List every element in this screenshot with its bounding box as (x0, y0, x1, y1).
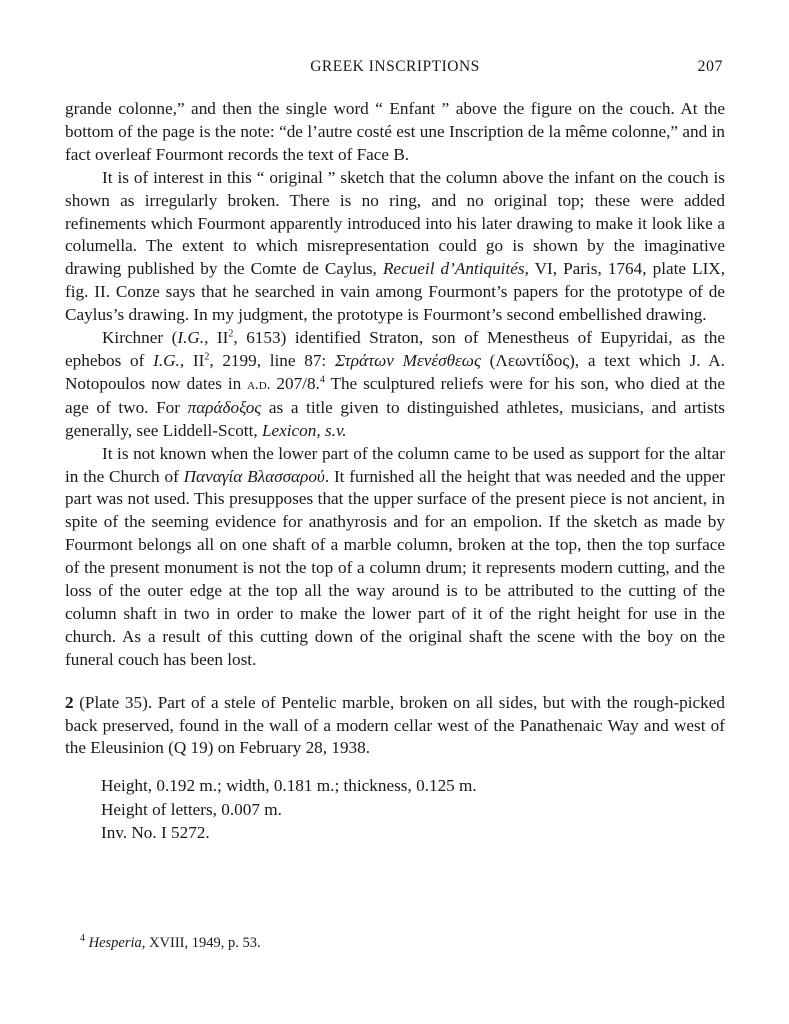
lexicon-reference: Lexicon, s.v. (261, 420, 347, 440)
running-title: GREEK INSCRIPTIONS (310, 58, 480, 75)
entry-number: 2 (65, 692, 74, 712)
paragraph-2-text-b: , VI, Paris, 1764, plate LIX, fig. II. Conze says that he searched in vain among Fourmont’s papers for the prototype of de Caylus’s drawing. In my judgment, the prototype is Fourmont’s second embellished drawing. (65, 259, 726, 325)
paragraph-3 (65, 327, 725, 443)
footnote-4 (80, 933, 261, 952)
paragraph-4-text-b: . It furnished all the height that was needed and the upper part was not used. This presupposes that the upper surface of the present piece is not ancient, in spite of the seeming evidence for anathyrosis and for an empolion. If the sketch as made by Fourmont belongs all on one shaft of a marble column, broken at the top, then the top surface of the present monument is not the top of a column drum; it represents modern cutting, and the loss of the outer edge at the top all the way around is to be attributed to the cutting of the column shaft in two in order to make the lower part of it of the right height for use in the church. As a result of this cutting down of the original shaft the scene with the boy on the funeral couch has been lost. (65, 466, 725, 669)
greek-inscription-text: Στράτων Μενέσθεως (334, 350, 481, 370)
paragraph-3-text-a: Kirchner ( (102, 328, 178, 348)
paragraph-3-text-e: , 2199, line 87: (209, 350, 335, 370)
church-name-greek: Παναγία Βλασσαρού (183, 466, 325, 486)
entry-description: (Plate 35). Part of a stele of Pentelic marble, broken on all sides, but with the rough-picked back preserved, found in the wall of a modern cellar west of the Panathenaic Way and west of the Eleusinion (Q 19) on February 28, 1938. (65, 692, 725, 758)
greek-paradoxos: παράδοξος (187, 397, 262, 417)
ig-ref-1: I.G. (177, 328, 205, 348)
paragraph-3-text-b: , II (204, 328, 229, 348)
footnote-mark: 4 (80, 933, 85, 944)
paragraph-3-text-h: The sculptured reliefs were for his son, who died at the age of two. For (65, 373, 725, 417)
running-head (65, 58, 725, 82)
paragraph-2 (65, 167, 725, 327)
footnote-text: , XVIII, 1949, p. 53. (141, 934, 261, 951)
ig-edition-sup-2: 2 (204, 351, 210, 363)
paragraph-4-text-a: It is not known when the lower part of the column came to be used as support for the altar in the Church of (65, 443, 725, 486)
body-text (65, 98, 725, 672)
paragraph-3-text-d: , II (179, 350, 205, 370)
paragraph-3-text-c: , 6153) identified Straton, son of Menestheus of Eupyridai, as the ephebos of (65, 328, 725, 370)
footnote-reference-4[interactable]: 4 (319, 374, 325, 386)
ig-ref-2: I.G. (153, 350, 180, 370)
paragraph-4 (65, 443, 725, 672)
recueil-title: Recueil d’Antiquités (382, 259, 525, 279)
ig-edition-sup-1: 2 (228, 328, 234, 340)
paragraph-3-text-g: 207/8. (270, 373, 320, 393)
dimensions-line: Height, 0.192 m.; width, 0.181 m.; thickness, 0.125 m. (101, 776, 477, 796)
paragraph-3-text-i: as a title given to distinguished athletes, musicians, and artists generally, see Liddell-Scott, (65, 397, 725, 440)
letter-height-line: Height of letters, 0.007 m. (101, 799, 282, 819)
inventory-number-line: Inv. No. I 5272. (101, 823, 210, 843)
measurements (101, 774, 725, 845)
page (65, 58, 725, 845)
paragraph-1 (65, 98, 725, 167)
ad-abbreviation: a.d. (247, 376, 271, 393)
page-number: 207 (697, 58, 723, 75)
catalog-entry-2 (65, 692, 725, 761)
paragraph-2-text-a: It is of interest in this “ original ” sketch that the column above the infant on the couch is shown as irregularly broken. There is no ring, and no original top; these were added refinements which Fourmont apparently introduced into his later drawing to make it look like a columella. The extent to which misrepresentation could go is shown by the imaginative drawing published by the Comte de Caylus, (65, 167, 725, 279)
paragraph-3-text-f: (Λεωντίδος), a text which J. A. Notopoulos now dates in (65, 350, 725, 393)
paragraph-1-text: grande colonne,” and then the single word “ Enfant ” above the figure on the couch. At the bottom of the page is the note: “de l’autre costé est une Inscription de la même colonne,” and in fact overleaf Fourmont records the text of Face B. (65, 99, 725, 164)
footnote-journal: Hesperia (88, 934, 142, 951)
